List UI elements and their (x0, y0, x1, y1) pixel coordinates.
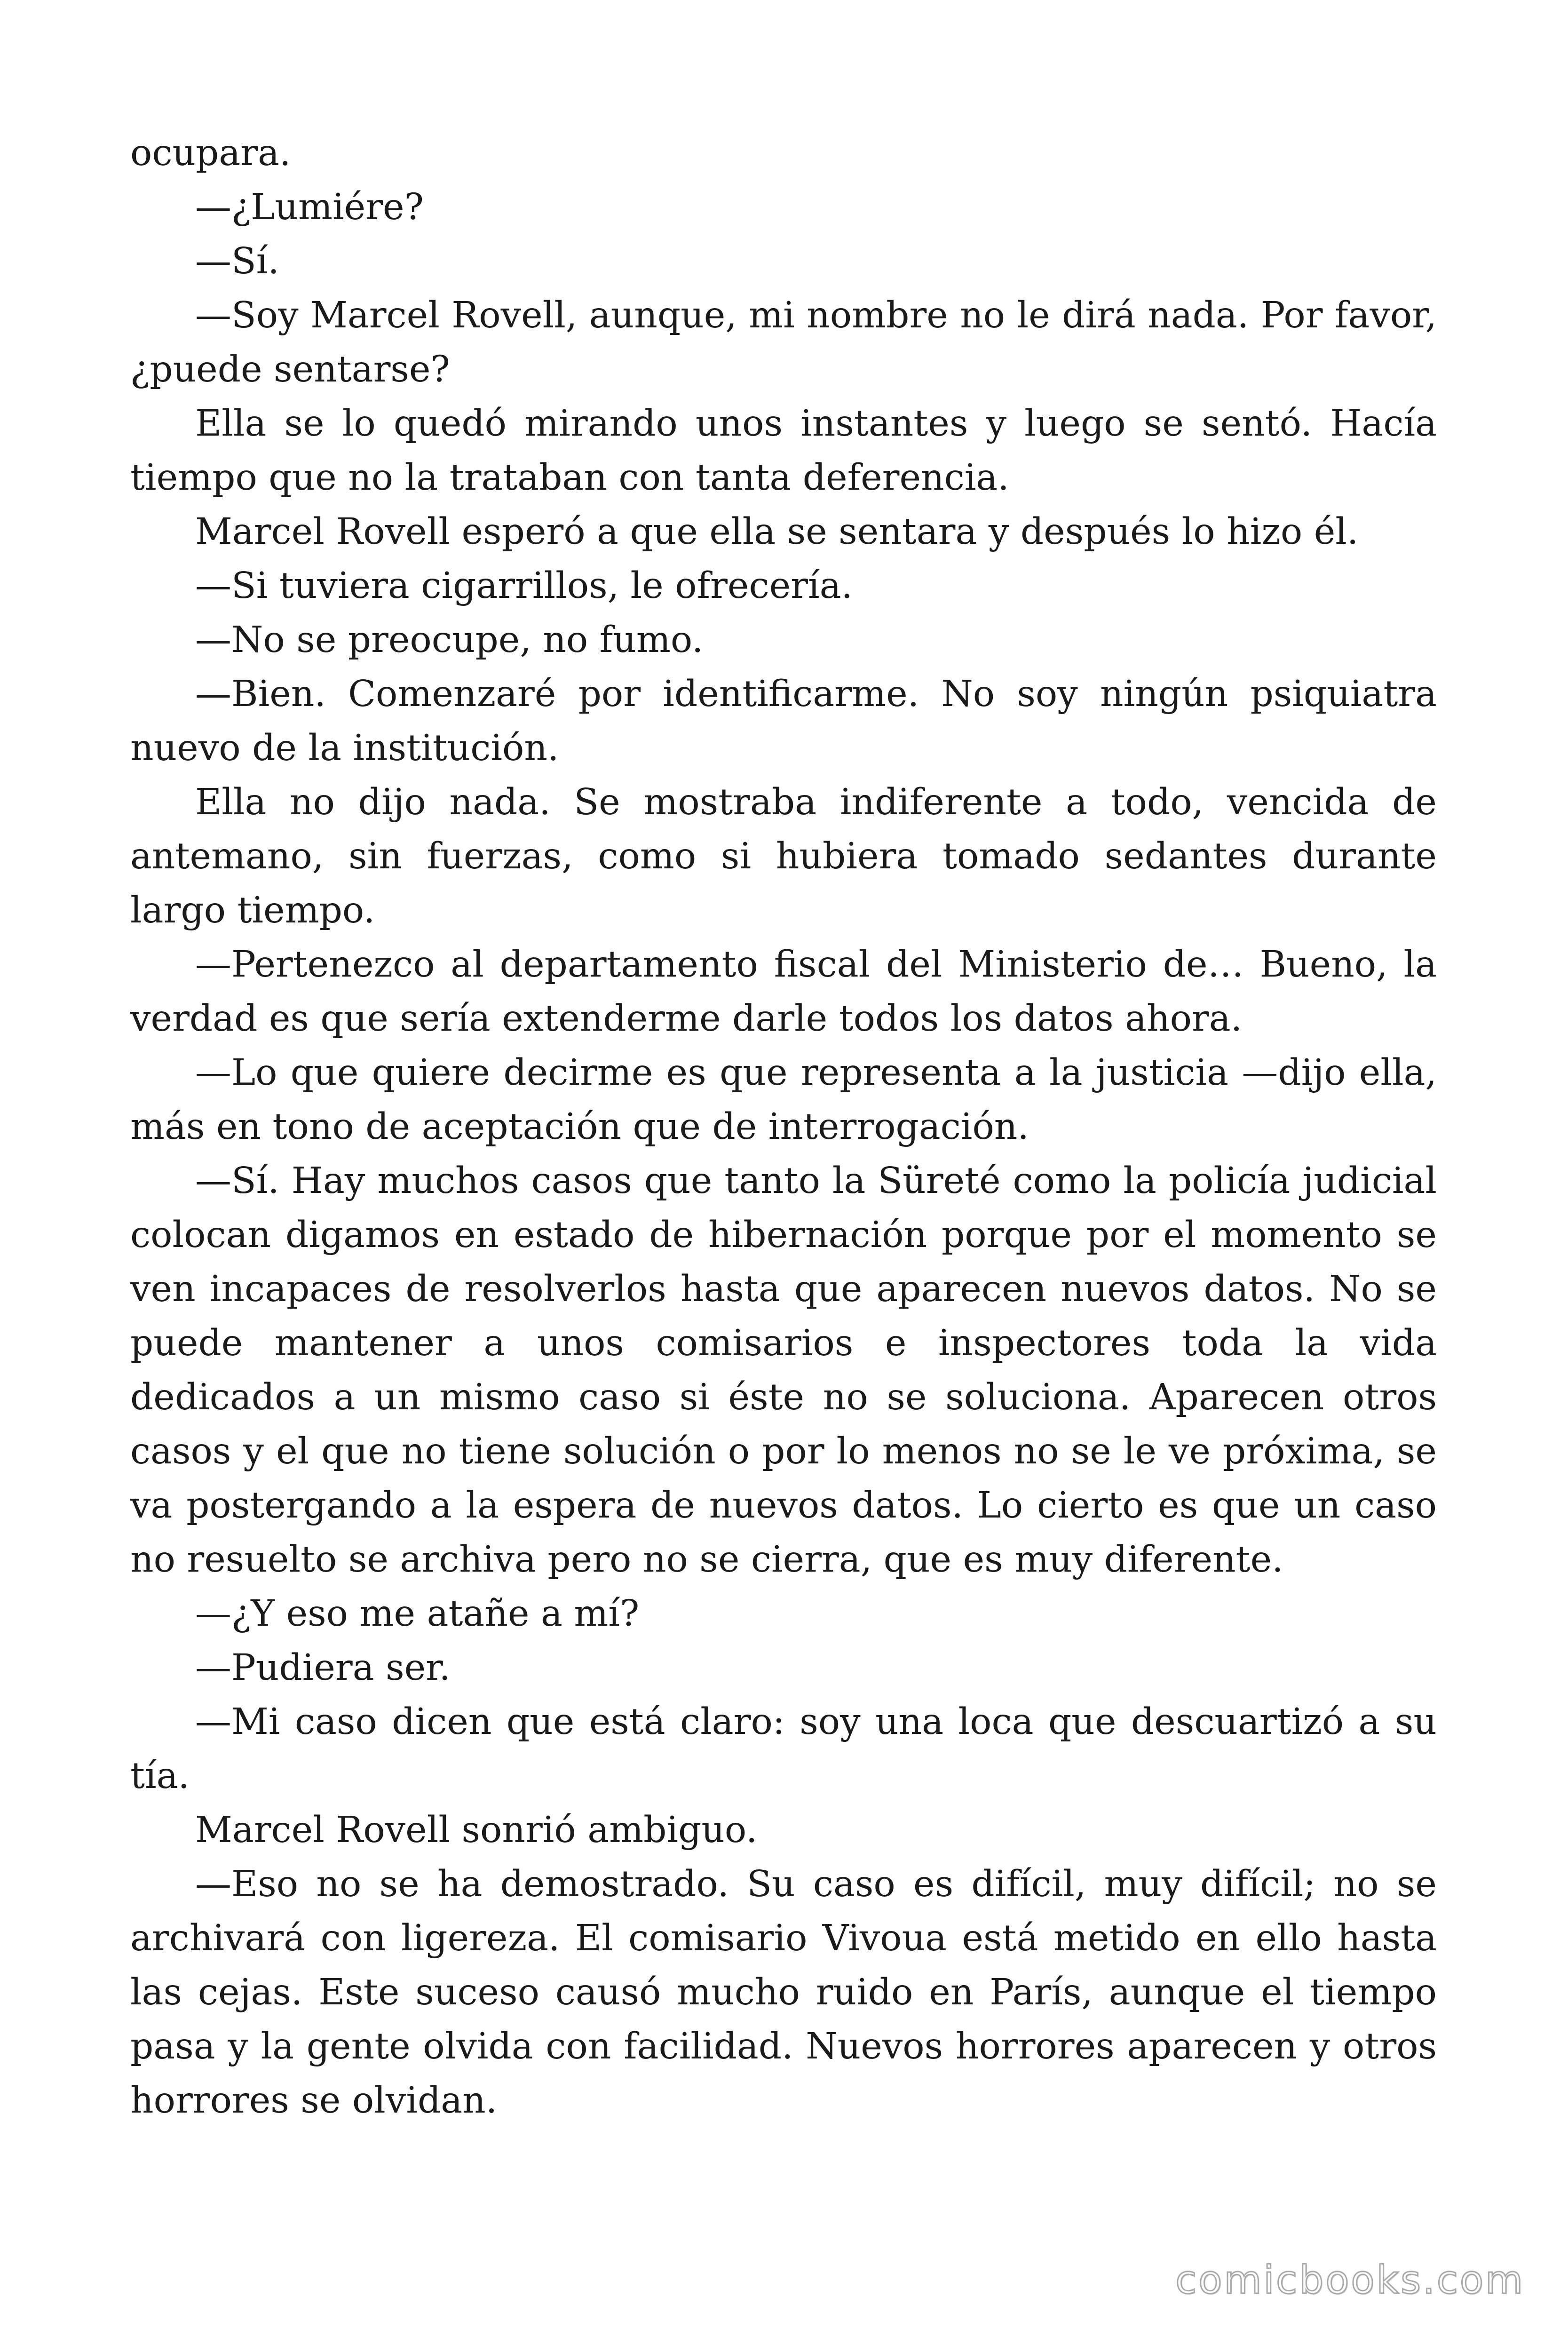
paragraph: —Lo que quiere decirme es que representa a la justicia —dijo ella, más en tono de aceptación que de interrogación. (130, 1052, 1437, 1148)
paragraph: Marcel Rovell sonrió ambiguo. (195, 1809, 758, 1851)
paragraph: —Si tuviera cigarrillos, le ofrecería. (195, 565, 853, 607)
paragraph: —Bien. Comenzaré por identificarme. No soy ningún psiquiatra nuevo de la institución. (130, 673, 1437, 769)
paragraph: —No se preocupe, no fumo. (195, 619, 704, 661)
paragraph: Ella se lo quedó mirando unos instantes y luego se sentó. Hacía tiempo que no la trataban con tanta deferencia. (130, 403, 1437, 499)
book-page (130, 126, 1437, 2128)
paragraph: —¿Y eso me atañe a mí? (195, 1593, 640, 1635)
paragraph: —Eso no se ha demostrado. Su caso es difícil, muy difícil; no se archivará con ligereza. El comisario Vivoua está metido en ello hasta las cejas. Este suceso causó mucho ruido en París, aunque el tiempo pasa y la gente olvida con facilidad. Nuevos horrores aparecen y otros horrores se olvidan. (130, 1863, 1437, 2122)
paragraph: —Mi caso dicen que está claro: soy una loca que descuartizó a su tía. (130, 1701, 1437, 1797)
paragraph: —Sí. Hay muchos casos que tanto la Süreté como la policía judicial colocan digamos en estado de hibernación porque por el momento se ven incapaces de resolverlos hasta que aparecen nuevos datos. No se puede mantener a unos comisarios e inspectores toda la vida dedicados a un mismo caso si éste no se soluciona. Aparecen otros casos y el que no tiene solución o por lo menos no se le ve próxima, se va postergando a la espera de nuevos datos. Lo cierto es que un caso no resuelto se archiva pero no se cierra, que es muy diferente. (130, 1160, 1437, 1581)
paragraph: —Pertenezco al departamento fiscal del Ministerio de… Bueno, la verdad es que sería extenderme darle todos los datos ahora. (130, 944, 1437, 1040)
paragraph: Marcel Rovell esperó a que ella se sentara y después lo hizo él. (195, 511, 1359, 553)
paragraph: —¿Lumiére? (195, 186, 424, 228)
paragraph: —Soy Marcel Rovell, aunque, mi nombre no le dirá nada. Por favor, ¿puede sentarse? (130, 294, 1437, 390)
paragraph: Ella no dijo nada. Se mostraba indiferente a todo, vencida de antemano, sin fuerzas, como si hubiera tomado sedantes durante largo tiempo. (130, 781, 1437, 931)
watermark: comicbooks.com (1175, 2258, 1525, 2303)
paragraph: ocupara. (130, 132, 291, 174)
paragraph: —Sí. (195, 240, 279, 282)
paragraph: —Pudiera ser. (195, 1647, 451, 1689)
